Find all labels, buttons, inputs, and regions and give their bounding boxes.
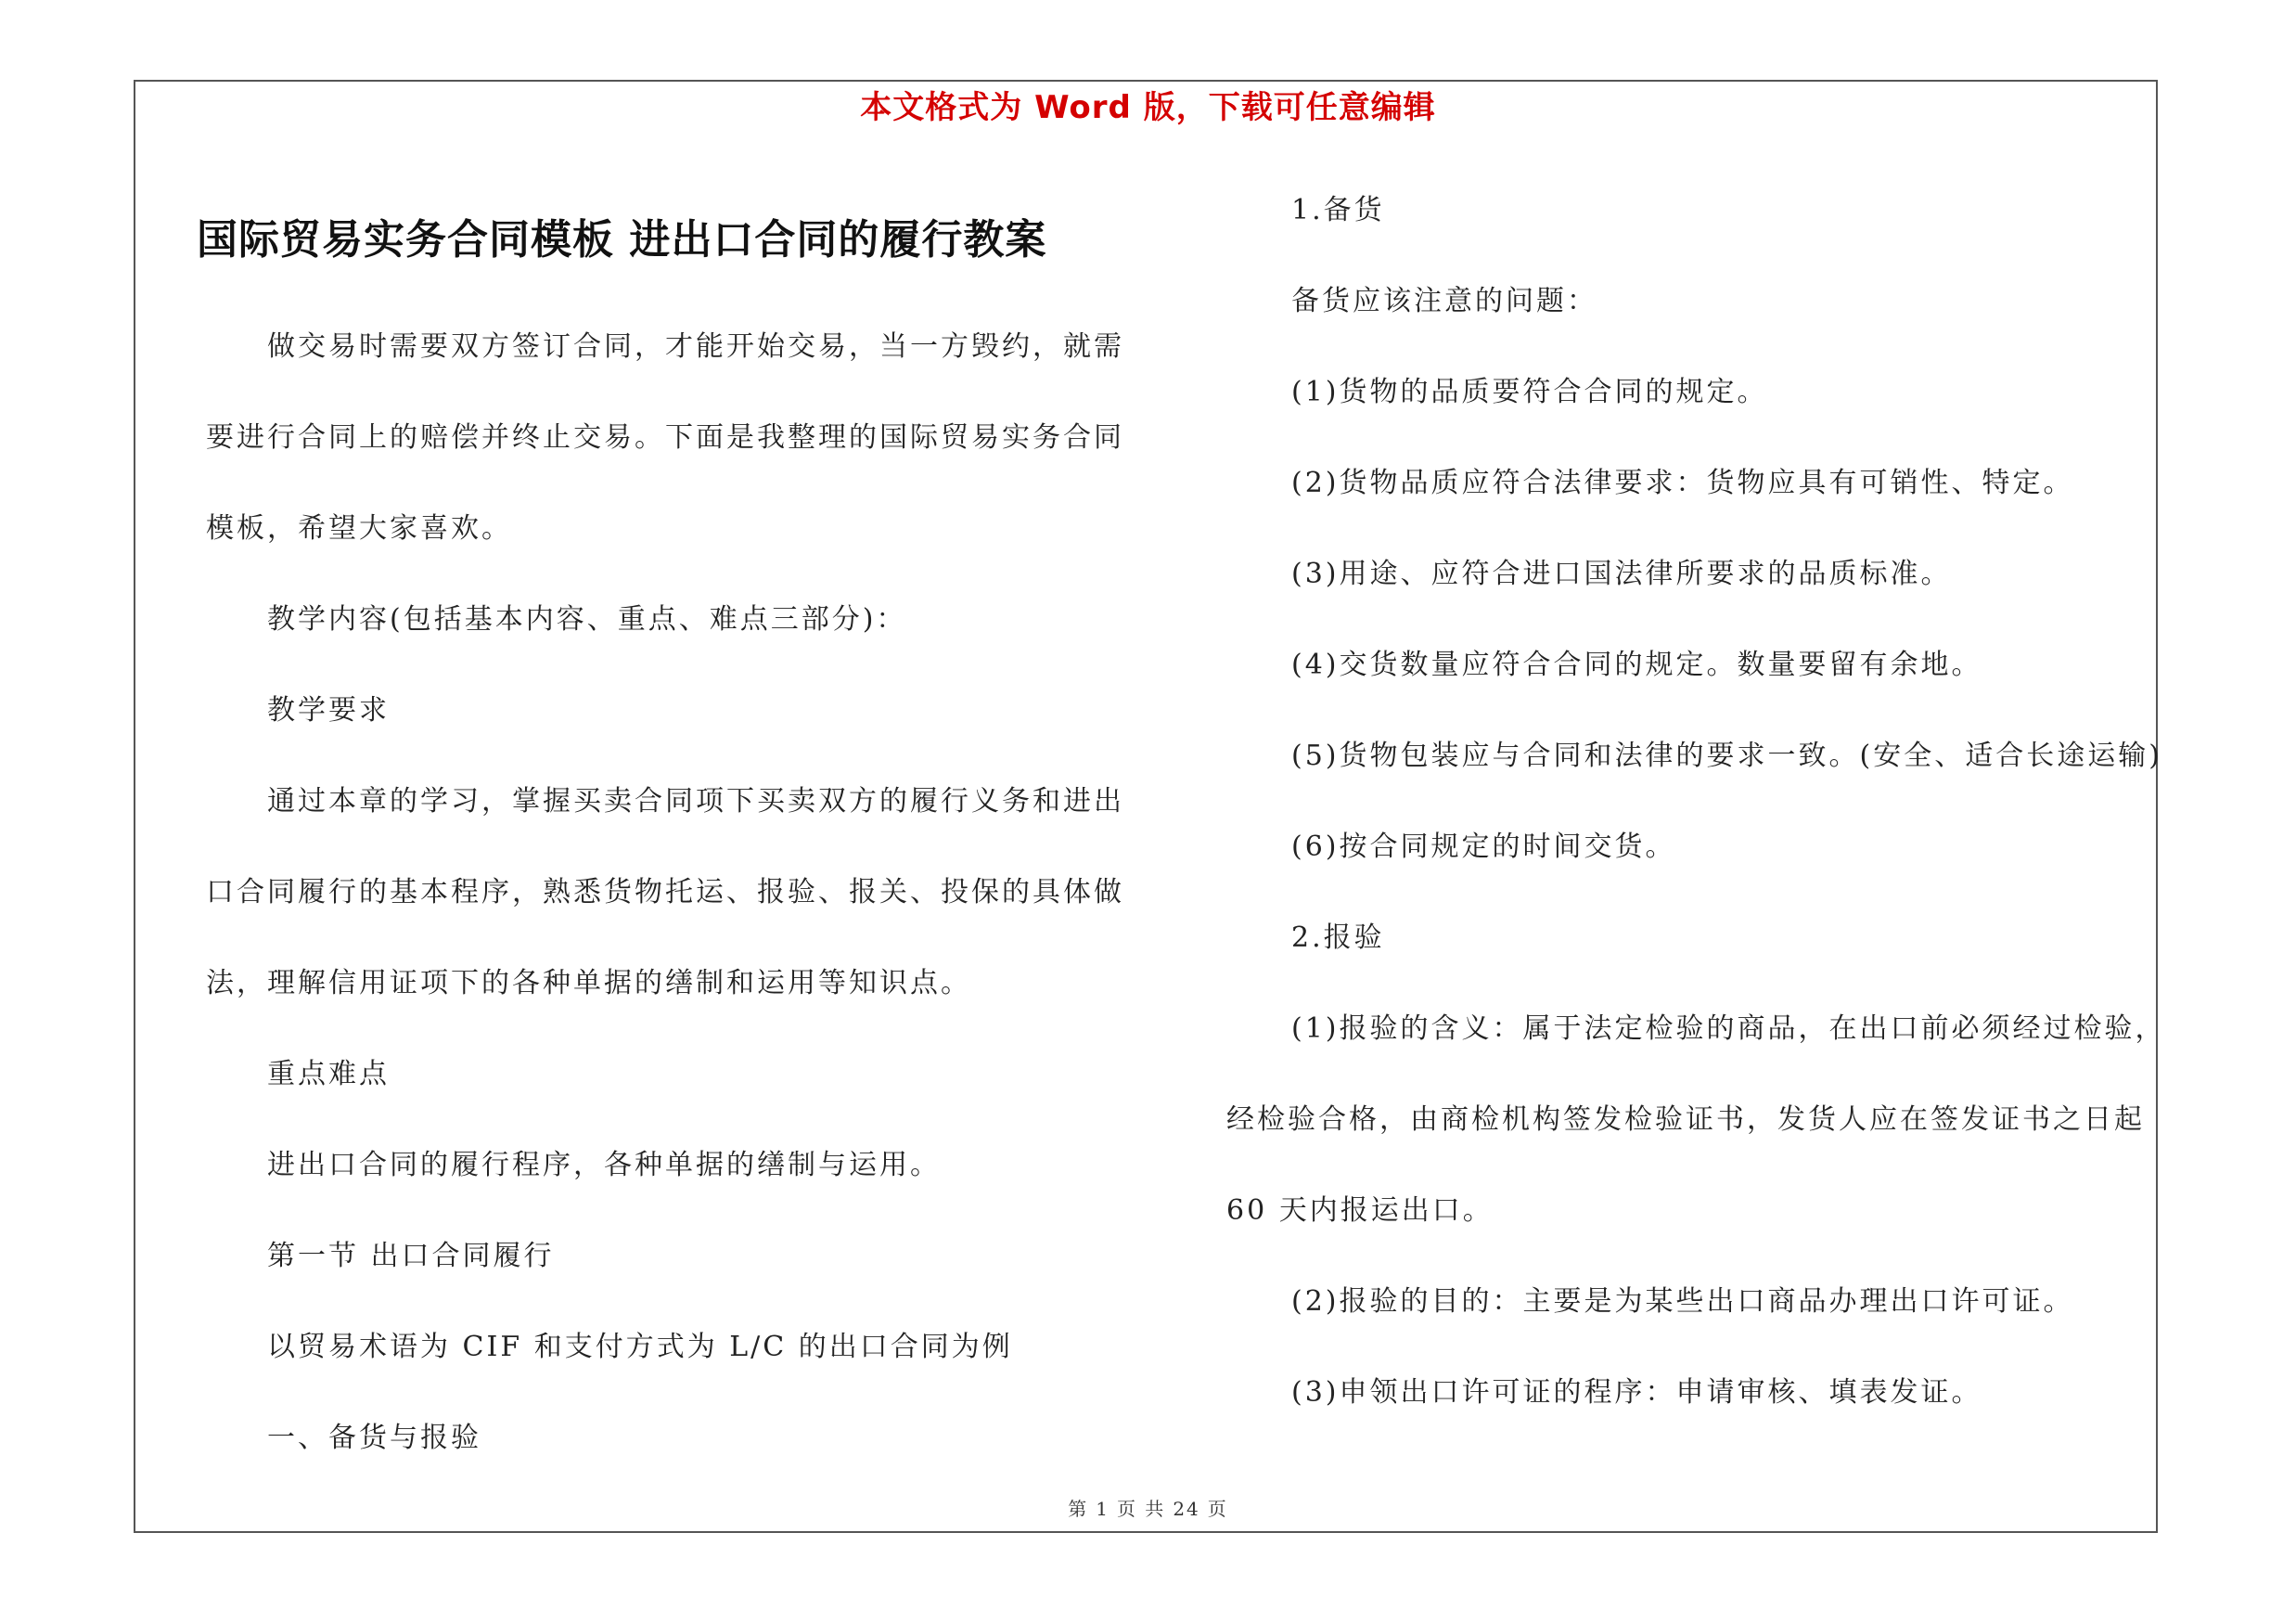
list-item: (2)货物品质应符合法律要求：货物应具有可销性、特定。 xyxy=(1291,467,2074,499)
paragraph-continuation: 模板，希望大家喜欢。 xyxy=(206,512,512,545)
paragraph: 进出口合同的履行程序，各种单据的缮制与运用。 xyxy=(267,1149,941,1181)
list-item: (1)报验的含义：属于法定检验的商品，在出口前必须经过检验， xyxy=(1291,1012,2166,1045)
word-format-banner: 本文格式为 Word 版，下载可任意编辑 xyxy=(860,89,1436,126)
page-footer xyxy=(0,1494,2296,1521)
paragraph: 通过本章的学习，掌握买卖合同项下买卖双方的履行义务和进出 xyxy=(267,785,1124,818)
list-item: (2)报验的目的：主要是为某些出口商品办理出口许可证。 xyxy=(1291,1285,2074,1318)
section-heading: 一、备货与报验 xyxy=(267,1422,481,1454)
list-item: (6)按合同规定的时间交货。 xyxy=(1291,831,1676,863)
paragraph-continuation: 口合同履行的基本程序，熟悉货物托运、报验、报关、投保的具体做 xyxy=(206,876,1124,908)
section-heading: 1.备货 xyxy=(1291,194,1385,226)
footer-middle: 页 共 xyxy=(1116,1498,1166,1520)
page-number: 1 xyxy=(1096,1498,1110,1520)
list-item: (4)交货数量应符合合同的规定。数量要留有余地。 xyxy=(1291,649,1982,681)
section-heading: 第一节 出口合同履行 xyxy=(267,1240,555,1272)
footer-suffix: 页 xyxy=(1207,1498,1228,1520)
paragraph: 以贸易术语为 CIF 和支付方式为 L/C 的出口合同为例 xyxy=(267,1331,1013,1363)
list-item: (3)申领出口许可证的程序：申请审核、填表发证。 xyxy=(1291,1376,1982,1409)
paragraph-continuation: 要进行合同上的赔偿并终止交易。下面是我整理的国际贸易实务合同 xyxy=(206,421,1124,454)
list-item: (3)用途、应符合进口国法律所要求的品质标准。 xyxy=(1291,558,1952,590)
section-heading: 重点难点 xyxy=(267,1058,390,1090)
list-item: (1)货物的品质要符合合同的规定。 xyxy=(1291,376,1768,408)
list-item: (5)货物包装应与合同和法律的要求一致。(安全、适合长途运输) xyxy=(1291,740,2162,772)
paragraph: 教学内容(包括基本内容、重点、难点三部分)： xyxy=(267,603,907,636)
document-title: 国际贸易实务合同模板 进出口合同的履行教案 xyxy=(197,216,1047,264)
paragraph-continuation: 60 天内报运出口。 xyxy=(1226,1194,1494,1227)
footer-prefix: 第 xyxy=(1068,1498,1089,1520)
total-pages: 24 xyxy=(1173,1498,1200,1520)
paragraph-continuation: 法，理解信用证项下的各种单据的缮制和运用等知识点。 xyxy=(206,967,971,999)
section-heading: 2.报验 xyxy=(1291,921,1385,954)
paragraph-continuation: 经检验合格，由商检机构签发检验证书，发货人应在签发证书之日起 xyxy=(1226,1103,2145,1136)
paragraph: 备货应该注意的问题： xyxy=(1291,285,1597,317)
left-column xyxy=(206,302,1134,1484)
right-column xyxy=(1226,165,2172,1438)
section-heading: 教学要求 xyxy=(267,694,390,727)
paragraph: 做交易时需要双方签订合同，才能开始交易，当一方毁约，就需 xyxy=(267,330,1124,363)
